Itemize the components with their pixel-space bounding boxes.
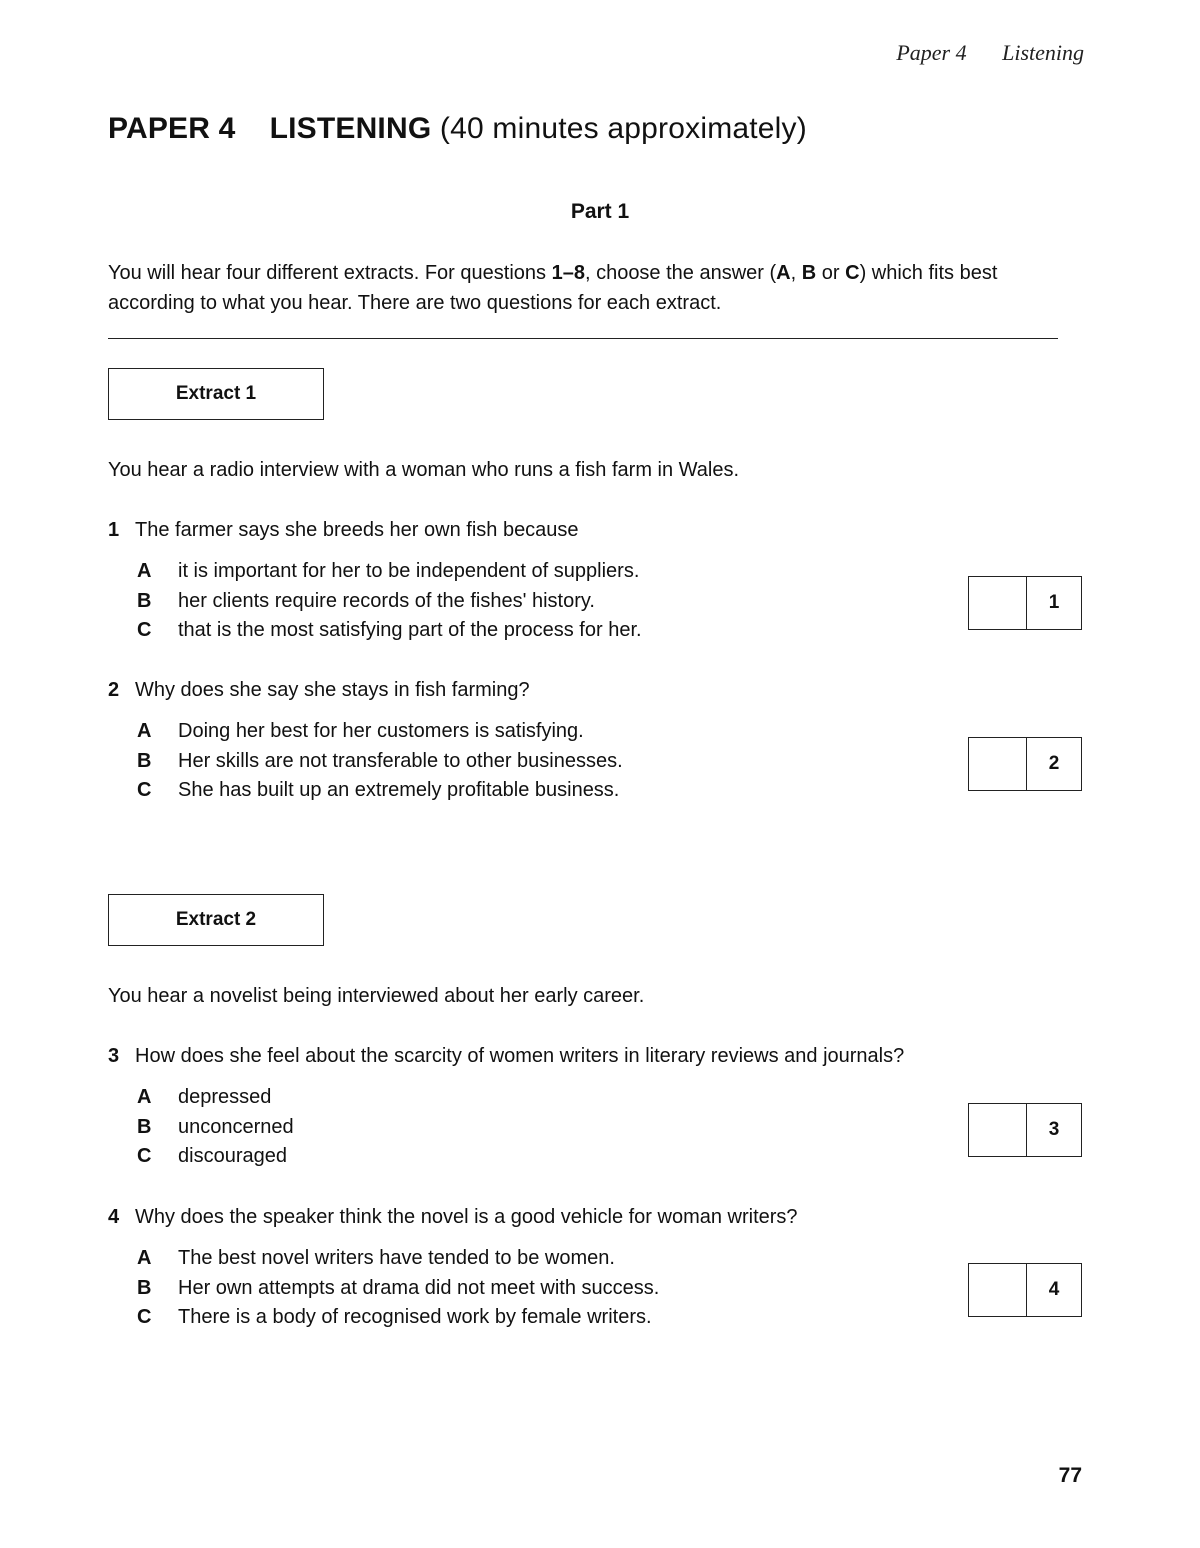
option-c[interactable]: C There is a body of recognised work by female writers. [137,1306,652,1329]
paper-title-section: LISTENING [269,112,432,145]
extract-2-label: Extract 2 [108,894,324,946]
question-number: 2 [108,678,120,701]
running-head-paper: Paper 4 [896,40,967,65]
answer-field[interactable] [969,1104,1027,1156]
answer-box-2[interactable] [968,737,1082,791]
answer-box-number: 3 [1048,1119,1060,1140]
option-b[interactable]: B her clients require records of the fishes' history. [137,589,595,612]
extract-1-label: Extract 1 [108,368,324,420]
option-b[interactable]: B unconcerned [137,1115,294,1138]
paper-title-paper: PAPER 4 [108,112,236,145]
answer-box-1[interactable] [968,576,1082,630]
question-2 [108,675,1088,806]
option-a[interactable]: A The best novel writers have tended to be women. [137,1247,615,1270]
paper-title [108,112,807,146]
question-number: 4 [108,1205,120,1228]
option-a[interactable]: A Doing her best for her customers is satisfying. [137,720,584,743]
extract-1-context: You hear a radio interview with a woman who runs a fish farm in Wales. [108,459,740,481]
answer-field[interactable] [969,738,1027,790]
question-stem: The farmer says she breeds her own fish because [135,518,579,541]
question-stem: How does she feel about the scarcity of women writers in literary reviews and journals? [135,1044,905,1067]
answer-box-4[interactable] [968,1263,1082,1317]
divider-rule [108,338,1058,339]
option-a[interactable]: A it is important for her to be independent of suppliers. [137,560,640,583]
question-1 [108,515,1088,646]
answer-box-number: 2 [1048,753,1060,774]
answer-field[interactable] [969,1264,1027,1316]
question-stem: Why does she say she stays in fish farming? [135,678,530,701]
question-4 [108,1202,1088,1333]
extract-2-context: You hear a novelist being interviewed about her early career. [108,985,645,1007]
page-number: 77 [1058,1464,1082,1487]
part-title: Part 1 [570,200,630,223]
option-a[interactable]: A depressed [137,1086,272,1109]
running-head [896,40,1084,66]
answer-box-number: 4 [1048,1279,1060,1300]
question-number: 1 [108,518,120,541]
option-c[interactable]: C that is the most satisfying part of the process for her. [137,619,642,642]
paper-title-duration: (40 minutes approximately) [439,112,807,145]
question-stem: Why does the speaker think the novel is a good vehicle for woman writers? [135,1205,798,1228]
question-number: 3 [108,1044,120,1067]
answer-field[interactable] [969,577,1027,629]
instructions: You will hear four different extracts. For questions 1–8, choose the answer (A, B or C) which fits best according to what you hear. There are two questions for each extract. [108,262,998,314]
question-3 [108,1041,1088,1172]
option-c[interactable]: C discouraged [137,1145,287,1168]
option-b[interactable]: B Her own attempts at drama did not meet with success. [137,1276,660,1299]
answer-box-3[interactable] [968,1103,1082,1157]
option-b[interactable]: B Her skills are not transferable to other businesses. [137,749,623,772]
running-head-section: Listening [1002,40,1084,65]
option-c[interactable]: C She has built up an extremely profitable business. [137,779,620,802]
answer-box-number: 1 [1048,592,1060,613]
